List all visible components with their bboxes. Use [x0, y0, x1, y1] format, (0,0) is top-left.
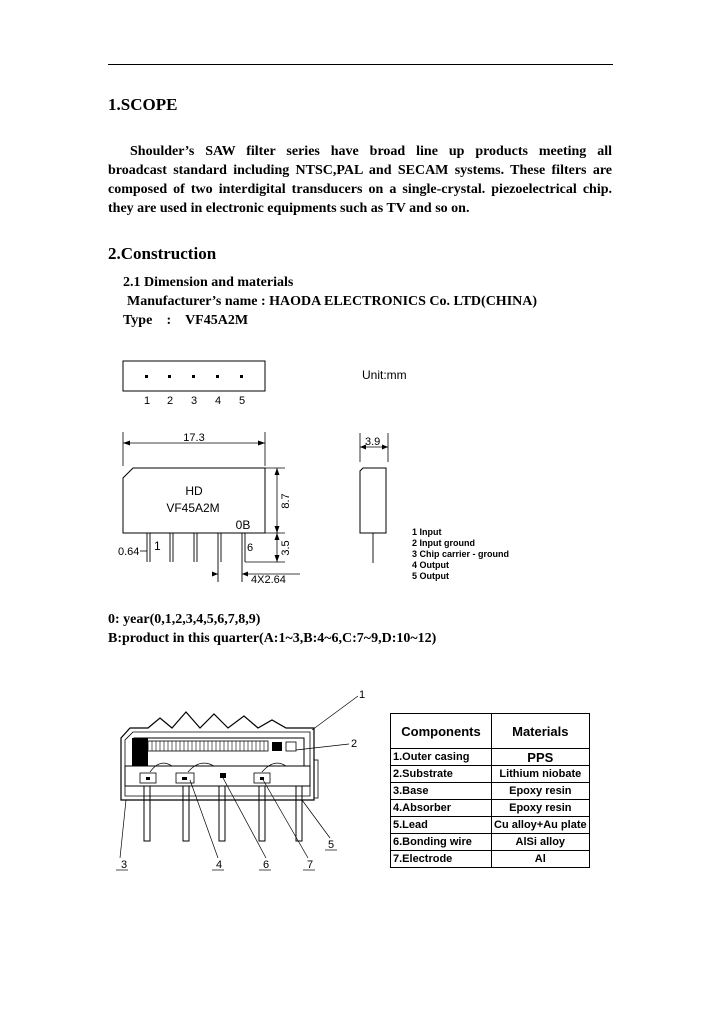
component-cell: 5.Lead: [391, 817, 492, 834]
callout-number: 4: [216, 859, 223, 871]
table-row: [391, 851, 590, 868]
table-header: Components: [391, 714, 492, 749]
table-row: [391, 834, 590, 851]
type-label: Type: [123, 313, 153, 328]
component-cell: 1.Outer casing: [391, 749, 492, 766]
pin-number: 4: [214, 395, 222, 407]
table-row: [391, 800, 590, 817]
scope-line-4: they are used in electronic equipments such as TV and so on.: [108, 201, 470, 216]
callout-number: 7: [307, 859, 314, 871]
callout-number: 6: [263, 859, 270, 871]
materials-table: [390, 713, 590, 868]
callout-number: 3: [121, 859, 128, 871]
component-cell: 7.Electrode: [391, 851, 492, 868]
legend-item: 5 Output: [412, 571, 449, 581]
pin-number: 3: [190, 395, 198, 407]
manufacturer-line: Manufacturer’s name : HAODA ELECTRONICS Co. LTD(CHINA): [127, 294, 538, 309]
table-row: [391, 749, 590, 766]
scope-line-1: Shoulder’s SAW filter series have broad line up products meeting all: [130, 144, 612, 159]
component-cell: 4.Absorber: [391, 800, 492, 817]
scope-line-3: composed of two interdigital transducers on a single-crystal. piezoelectrical chip.: [108, 182, 612, 197]
table-row: [391, 817, 590, 834]
dim-pin: 0.64: [118, 546, 140, 558]
dim-pitch: 4X2.64: [251, 574, 286, 586]
pin-number: 1: [143, 395, 151, 407]
legend-item: 4 Output: [412, 560, 449, 570]
dim-lead: 3.5: [280, 540, 292, 556]
leads: [144, 786, 302, 841]
bonding-wires: [150, 763, 286, 772]
note-year: 0: year(0,1,2,3,4,5,6,7,8,9): [108, 612, 261, 627]
material-cell: PPS: [492, 749, 590, 766]
absorber: [132, 738, 148, 766]
dim-depth: 3.9: [365, 436, 381, 448]
electrode-pattern: [152, 741, 264, 751]
legend-item: 1 Input: [412, 527, 442, 537]
component-cell: 6.Bonding wire: [391, 834, 492, 851]
component-cell: 3.Base: [391, 783, 492, 800]
material-cell: Cu alloy+Au plate: [492, 817, 590, 834]
pin-number: 2: [166, 395, 174, 407]
body-pin-right: 6: [247, 542, 254, 554]
callout-number: 1: [359, 689, 366, 701]
side-view-body: [360, 468, 386, 533]
body-pin-left: 1: [154, 539, 161, 553]
dim-width: 17.3: [183, 432, 205, 444]
scope-line-2: broadcast standard including NTSC,PAL and SECAM systems. These filters are: [108, 163, 612, 178]
type-separator: :: [166, 313, 172, 328]
material-cell: AlSi alloy: [492, 834, 590, 851]
bottom-view-pins: [145, 375, 243, 378]
body-model: VF45A2M: [166, 501, 220, 515]
body-brand: HD: [185, 484, 203, 498]
cross-section-drawing: [100, 680, 380, 880]
unit-label: Unit:mm: [362, 368, 407, 382]
pin-number: 5: [238, 395, 246, 407]
callout-number: 2: [351, 738, 358, 750]
table-row: [391, 783, 590, 800]
note-quarter: B:product in this quarter(A:1~3,B:4~6,C:7~9,D:10~12): [108, 631, 437, 646]
material-cell: Epoxy resin: [492, 783, 590, 800]
front-view-leads: [147, 533, 245, 582]
material-cell: Epoxy resin: [492, 800, 590, 817]
callout-number: 5: [328, 839, 335, 851]
component-cell: 2.Substrate: [391, 766, 492, 783]
dim-height: 8.7: [280, 493, 292, 509]
type-value: VF45A2M: [185, 313, 249, 328]
table-header: Materials: [492, 714, 590, 749]
table-row: [391, 766, 590, 783]
construction-heading: 2.Construction: [108, 244, 217, 263]
legend-item: 2 Input ground: [412, 538, 475, 548]
material-cell: Al: [492, 851, 590, 868]
material-cell: Lithium niobate: [492, 766, 590, 783]
scope-heading: 1.SCOPE: [108, 95, 178, 114]
legend-item: 3 Chip carrier - ground: [412, 549, 510, 559]
subsection-title: 2.1 Dimension and materials: [123, 275, 294, 290]
body-code: 0B: [235, 518, 251, 532]
